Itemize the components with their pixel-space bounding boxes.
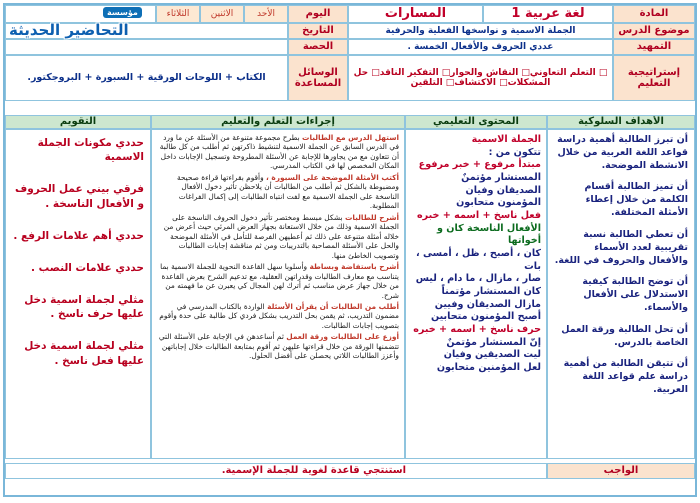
evaluation-item: مثلي لجملة اسمية دخل عليها فعل ناسخ .: [24, 340, 144, 367]
objective-item: أن تحل الطالبة ورقة العمل الخاصة بالدرس.: [561, 323, 688, 348]
content-panel: [405, 129, 547, 459]
procedure-head: استهل الدرس مع الطالبات: [302, 133, 399, 142]
procedure-step: [157, 213, 399, 260]
evaluation-item: حددي علامات النصب .: [30, 261, 144, 274]
content-title: الجملة الاسمية: [471, 134, 541, 145]
objective-item: أن تتيقن الطالبة من أهمية دراسة علم قواعد اللغة العربية.: [563, 358, 688, 395]
footer-row: [5, 463, 695, 479]
topic-label: موضوع الدرس: [613, 23, 695, 39]
homework-value: استنتجي قاعدة لغوية للجملة الإسمية.: [5, 463, 547, 479]
procedure-head: أشرح للطالبات: [344, 212, 399, 222]
content-example: مازال الصديقان وفيين: [434, 298, 541, 310]
period-label: الحصة: [288, 39, 348, 55]
procedure-text: بشكل مبسط ومختصر تأثير دخول الحروف الناسخة على الجملة الاسمية وذلك من خلال الاستعانة بجهاز العرض المرئي حيث أعرض من خلاله أمثلة متنوعة على ذلك ثم أعطيهن الفرصة للتأمل في الأمثلة الموضحة والحل على الأسئلة المصاحبة بالتدريبات ومن ثم مناقشة إجابات الطالبات وتصويب الخاطئ منها.: [163, 212, 399, 260]
content-composed: تتكون من :: [488, 146, 541, 158]
content-example: ليت الصديقين وفيان: [443, 349, 541, 361]
homework-label: الواجب: [547, 463, 695, 479]
aids-label: الوسائل المساعدة: [288, 55, 348, 101]
day-sunday: الأحد: [244, 5, 288, 23]
content-example: كان المستشار مؤتمناً: [441, 285, 541, 297]
subject-value: لغة عربية 1: [483, 5, 613, 23]
content-example: المؤمنون متحابون: [456, 197, 541, 209]
evaluation-panel: [5, 129, 151, 459]
content-rule: مبتدأ مرفوع + خبر مرفوع: [418, 159, 541, 171]
logo-org-badge: مؤسسة: [103, 7, 142, 18]
procedure-head: أكتب الأمثلة الموضحة على السبورة ،: [266, 172, 399, 182]
col-evaluation: التقويم: [5, 115, 151, 129]
strategy-value: □ التعلم التعاوني□ النقاش والحوار□ التفكير الناقد□ حل المشكلات□ الاكتشاف□ التلقين: [348, 55, 613, 101]
aids-value: الكتاب + اللوحات الورقية + السبورة + البروجكتور.: [5, 55, 288, 101]
procedure-head: أطلب من الطالبات أن يقرأن الأسئلة: [267, 301, 399, 311]
intro-value: عددي الحروف والأفعال الخمسة .: [348, 39, 613, 55]
header-row-strategy: [5, 55, 695, 101]
strategy-label: إستراتيجية التعليم: [613, 55, 695, 101]
procedure-step: [157, 133, 399, 171]
brand-logo: [7, 7, 193, 47]
procedure-step: [157, 262, 399, 300]
content-example: لعل المؤمنين متحابون: [436, 361, 541, 373]
content-rule: حرف ناسخ + اسمه + خبره: [413, 323, 541, 335]
column-headers: [5, 115, 695, 129]
col-procedures: إجراءات التعلم والتعليم: [151, 115, 405, 129]
content-rule: فعل ناسخ + اسمه + خبره: [416, 209, 541, 221]
evaluation-item: فرقي بيني عمل الحروف و الأفعال الناسخة .: [15, 183, 144, 210]
content-verbs: الأفعال الناسخة كان و أخواتها: [437, 222, 541, 247]
procedure-text: بطرح مجموعة متنوعة من الأسئلة عن ما ورد في الدرس السابق عن الجملة الاسمية لتنشيط ذاكرتهن ثم أطلب من كل طالبة أن تتعاون مع من يجاورها للإجابة عن الأسئلة المطروحة وتسجيل الإجابات داخل المكان المخصص لها في الكتاب المدرسي.: [159, 133, 399, 171]
objective-item: أن توضح الطالبة كيفية الاستدلال على الأفعال والأسماء.: [582, 276, 688, 313]
subject-label: المادة: [613, 5, 695, 23]
day-label: اليوم: [288, 5, 348, 23]
procedure-text: الواردة بالكتاب المدرسي في مضمون التدريب، ثم يقمن بحل التدريب بشكل فردي كل طالبة على حدة وأقوم بتصويب إجابات الطالبات.: [159, 301, 399, 330]
procedure-step: [157, 332, 399, 360]
procedure-text: وأسلوبا سهل القاعدة النحوية للجملة الاسمية بما يتناسب مع معارف الطالبات وقدراتهن العقلية، مع تدعيم الشرح بعرض القاعدة من خلال جهاز عرض مناسب ثم أترك لهن المجال كي يعبرن عن ما فهمته من شرح.: [160, 262, 399, 300]
content-example: المستشار مؤتمنٌ: [461, 171, 541, 183]
topic-value: الجملة الاسمية و نواسخها الفعلية والحرفية: [348, 23, 613, 39]
track-label: المسارات: [348, 5, 483, 23]
procedure-head: أوزع على الطالبات ورقة العمل: [286, 332, 399, 342]
content-verbs: كان ، أصبح ، ظل ، أمسى ، بات: [415, 247, 541, 272]
objective-item: أن تبرز الطالبة أهمية دراسة قواعد اللغة العربية من خلال الانشطة الموضحة.: [557, 134, 688, 171]
procedure-head: أشرح باستفاضة وبساطة: [309, 262, 399, 272]
objective-item: أن تميز الطالبة أقسام الكلمة من خلال إعطاء الأمثلة المختلفة.: [584, 181, 688, 219]
objectives-list: [547, 129, 695, 459]
col-content: المحتوى التعليمي: [405, 115, 547, 129]
procedures-panel: [151, 129, 405, 459]
evaluation-item: حددي أهم علامات الرفع .: [13, 229, 144, 242]
objective-item: أن تعطي الطالبة نسبة تقريبية لعدد الأسماء والأفعال والحروف في اللغة.: [554, 228, 688, 266]
content-example: الصديقان وفيان: [465, 184, 541, 196]
procedure-text: وأقوم بقراءتها قراءة صحيحة ومضبوطة بالشكل ثم أطلب من الطالبات أن يلاحظن تأثير دخول الأفعال الناسخة على الجملة الاسمية مع لفت انتباه الطالبات إلى إكمال الفراغات المطلوبة.: [176, 172, 399, 211]
content-example: إنّ المستشار مؤتمنٌ: [446, 336, 541, 348]
lesson-plan-page: [3, 3, 697, 497]
date-label: التاريخ: [288, 23, 348, 39]
day-monday: الاثنين: [200, 5, 244, 23]
evaluation-item: حددي مكونات الجملة الاسمية: [37, 137, 144, 164]
procedure-text: ثم أساعدهن في الإجابة على الأسئلة التي تتضمنها الورقة من خلال قراءتها عليهن ثم أقوم بمتابعة الطالبات خلال إجاباتهن وأعزز الطالبات اللاتي يحصلن على أفضل الحلول.: [158, 332, 399, 361]
intro-label: التمهيد: [613, 39, 695, 55]
day-tuesday: الثلاثاء: [156, 5, 200, 23]
logo-brand-text: التحاضير الحديثة: [9, 21, 129, 39]
content-example: أصبح المؤمنون متحابين: [431, 311, 541, 323]
evaluation-item: مثلي لجملة اسمية دخل عليها حرف ناسخ .: [24, 294, 144, 321]
content-verbs: صار ، مازال ، ما دام ، ليس: [415, 273, 541, 285]
col-objectives: الأهداف السلوكية: [547, 115, 695, 129]
procedure-step: [157, 173, 399, 211]
procedure-step: [157, 302, 399, 330]
